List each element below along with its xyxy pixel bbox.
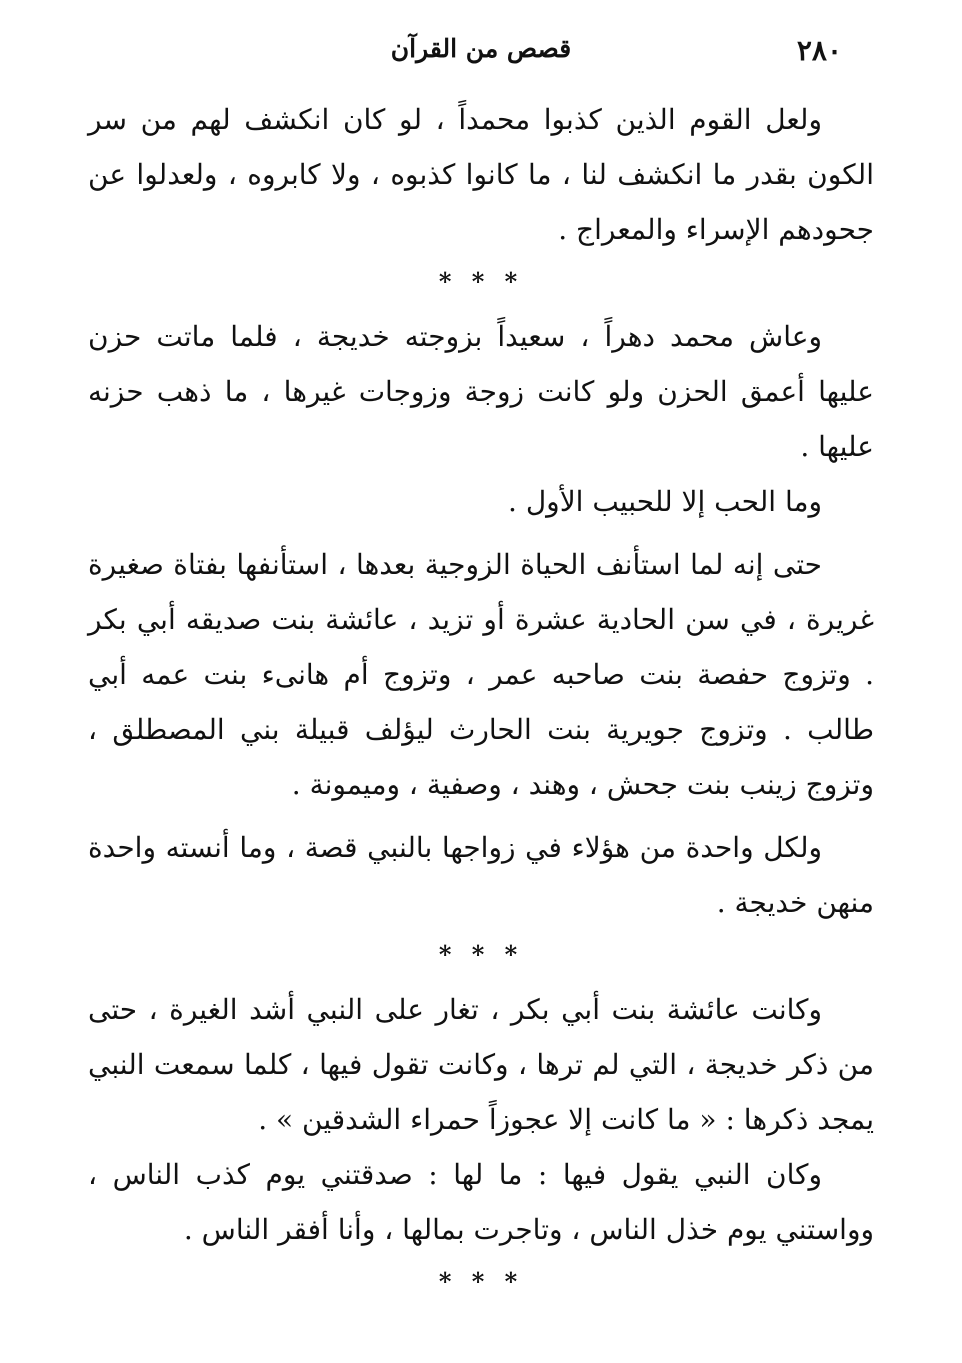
section-separator: * * *: [438, 267, 524, 296]
paragraph: وكان النبي يقول فيها : ما لها : صدقتني يوم كذب الناس ، وواستني يوم خذل الناس ، وتاجرت بمالها ، وأنا أفقر الناس .: [88, 1158, 874, 1246]
section-separator: * * *: [438, 940, 524, 969]
paragraph: وكانت عائشة بنت أبي بكر ، تغار على النبي أشد الغيرة ، حتى من ذكر خديجة ، التي لم ترها ، وكانت تقول فيها ، كلما سمعت النبي يمجد ذكرها : « ما كانت إلا عجوزاً حمراء الشدقين » .: [88, 993, 874, 1136]
paragraph: حتى إنه لما استأنف الحياة الزوجية بعدها ، استأنفها بفتاة صغيرة غريرة ، في سن الحادية عشرة أو تزيد ، عائشة بنت صديقه أبي بكر . وتزوج حفصة بنت صاحبه عمر ، وتزوج أم هانىء بنت عمه أبي طالب . وتزوج جويرية بنت الحارث ليؤلف قبيلة بني المصطلق ، وتزوج زينب بنت جحش ، وهند ، وصفية ، وميمونة .: [88, 548, 874, 801]
paragraph: وما الحب إلا للحبيب الأول .: [508, 485, 822, 518]
page-body: [88, 92, 874, 1309]
paragraph: ولعل القوم الذين كذبوا محمداً ، لو كان انكشف لهم من سر الكون بقدر ما انكشف لنا ، ما كانوا كذبوه ، ولا كابروه ، ولعدلوا عن جحودهم الإسراء والمعراج .: [88, 103, 874, 246]
paragraph: ولكل واحدة من هؤلاء في زواجها بالنبي قصة ، وما أنسته واحدة منهن خديجة .: [88, 831, 874, 919]
page-header: [90, 32, 872, 72]
paragraph: وعاش محمد دهراً ، سعيداً بزوجته خديجة ، فلما ماتت حزن عليها أعمق الحزن ولو كانت زوجة وزوجات غيرها ، ما ذهب حزنه عليها .: [88, 320, 874, 463]
running-title: قصص من القرآن: [390, 34, 572, 63]
section-separator: * * *: [438, 1267, 524, 1296]
page-number: ٢٨٠: [796, 34, 842, 67]
